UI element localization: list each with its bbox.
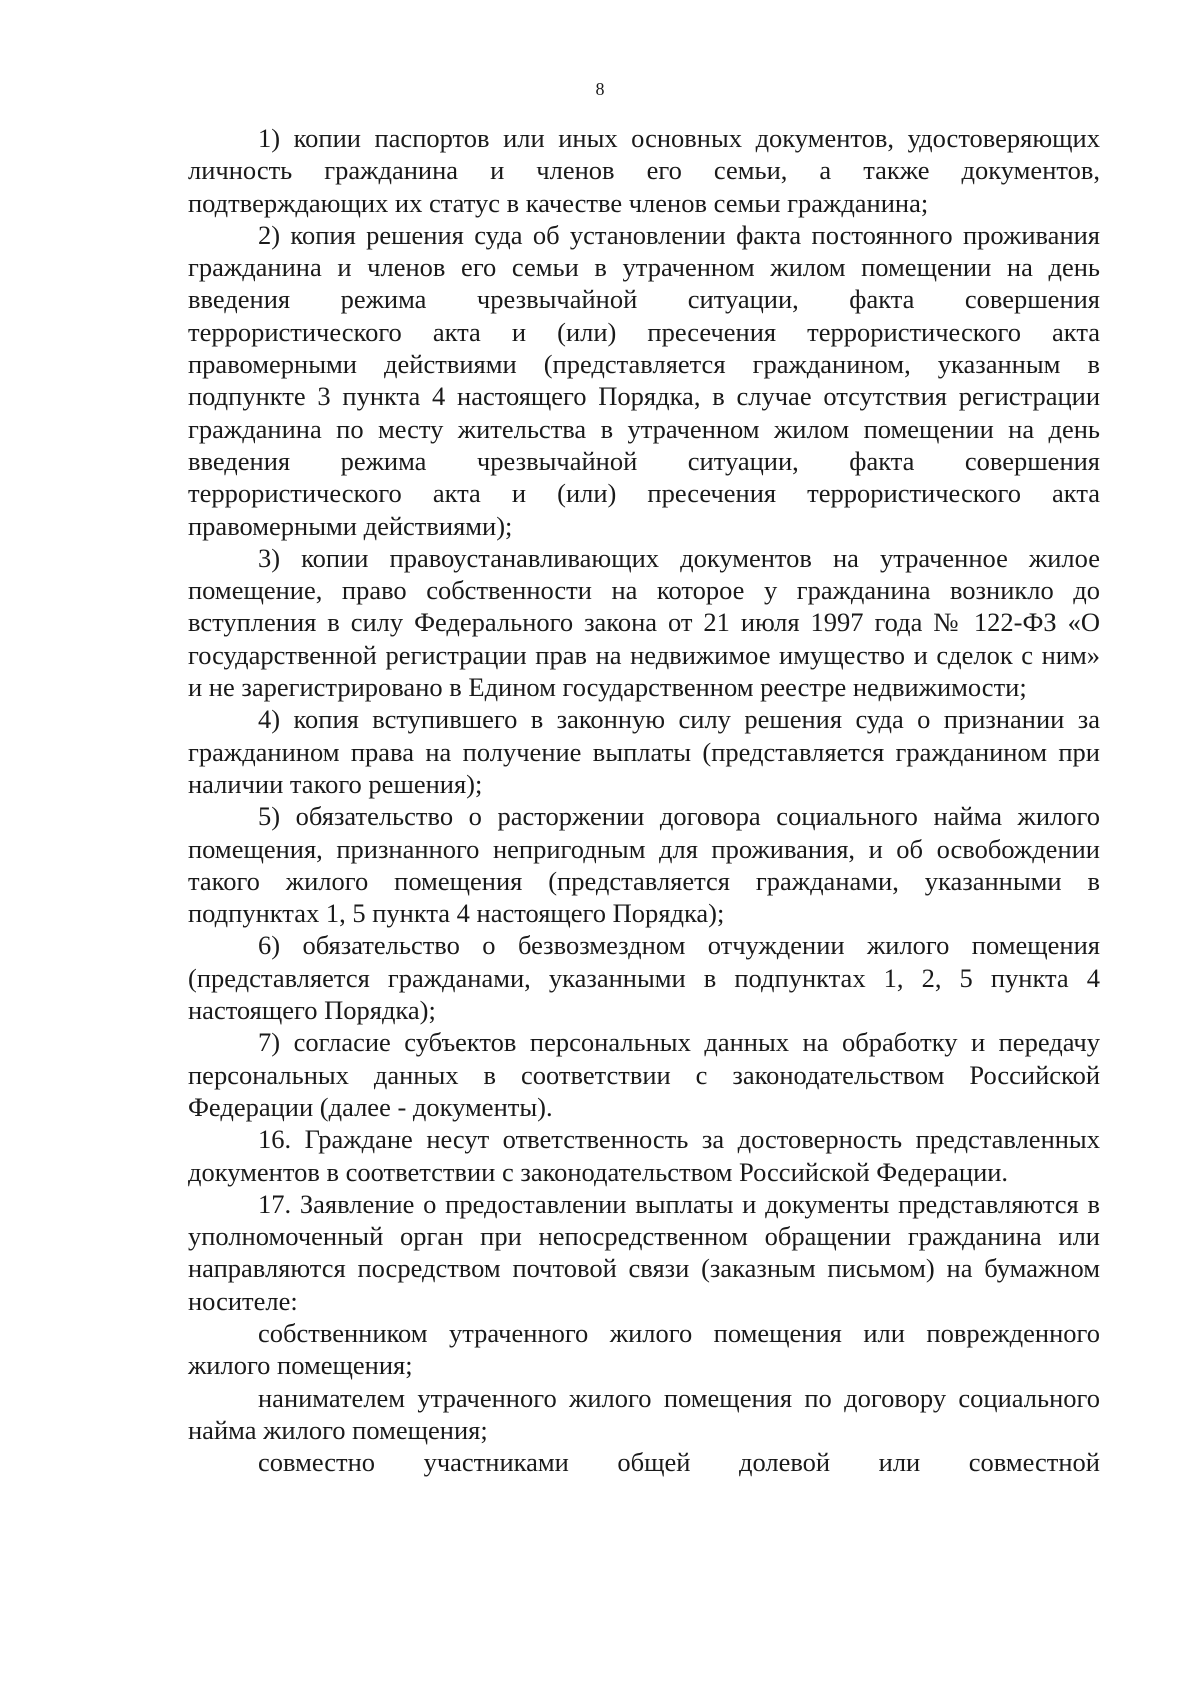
submitter-owner: собственником утраченного жилого помещения или поврежденного жилого помещения;: [188, 1317, 1100, 1381]
submitter-co-owners: совместно участниками общей долевой или совместной: [258, 1447, 1100, 1478]
clause-16-responsibility: 16. Граждане несут ответственность за достоверность представленных документов в соответствии с законодательством Российской Федерации.: [188, 1124, 1100, 1187]
list-item-5-lease-termination-obligation: 5) обязательство о расторжении договора социального найма жилого помещения, признанного непригодным для проживания, и об освобождении такого жилого помещения (представляется гражданами, указанными в подпунктах 1, 5 пункта 4 настоящего Порядка);: [188, 801, 1100, 929]
document-body: [188, 122, 1100, 1478]
list-item-6-alienation-obligation: 6) обязательство о безвозмездном отчуждении жилого помещения (представляется гражданами, указанными в подпунктах 1, 2, 5 пункта 4 настоящего Порядка);: [188, 930, 1100, 1026]
clause-17-submission: 17. Заявление о предоставлении выплаты и документы представляются в уполномоченный орган при непосредственном обращении гражданина или направляются посредством почтовой связи (заказным письмом) на бумажном носителе:: [188, 1188, 1100, 1316]
list-item-3-title-documents: 3) копии правоустанавливающих документов на утраченное жилое помещение, право собственности на которое у гражданина возникло до вступления в силу Федерального закона от 21 июля 1997 года № 122-ФЗ «О государственной регистрации прав на недвижимое имущество и сделок с ним» и не зарегистрировано в Едином государственном реестре недвижимости;: [188, 542, 1100, 703]
list-item-4-court-ruling-copy: 4) копия вступившего в законную силу решения суда о признании за гражданином права на получение выплаты (представляется гражданином при наличии такого решения);: [188, 704, 1100, 799]
list-item-7-personal-data-consent: 7) согласие субъектов персональных данных на обработку и передачу персональных данных в соответствии с законодательством Российской Федерации (далее - документы).: [188, 1027, 1100, 1122]
page-number: 8: [595, 79, 605, 99]
submitter-tenant: нанимателем утраченного жилого помещения по договору социального найма жилого помещения;: [188, 1382, 1100, 1445]
list-item-2-court-decision-copy: 2) копия решения суда об установлении факта постоянного проживания гражданина и членов его семьи в утраченном жилом помещении на день введения режима чрезвычайной ситуации, факта совершения террористического акта и (или) пресечения террористического акта правомерными действиями (представляется гражданином, указанным в подпункте 3 пункта 4 настоящего Порядка, в случае отсутствия регистрации гражданина по месту жительства в утраченном жилом помещении на день введения режима чрезвычайной ситуации, факта совершения террористического акта и (или) пресечения террористического акта правомерными действиями);: [188, 219, 1100, 541]
list-item-1-passport-copies: 1) копии паспортов или иных основных документов, удостоверяющих личность гражданина и членов его семьи, а также документов, подтверждающих их статус в качестве членов семьи гражданина;: [188, 123, 1100, 218]
